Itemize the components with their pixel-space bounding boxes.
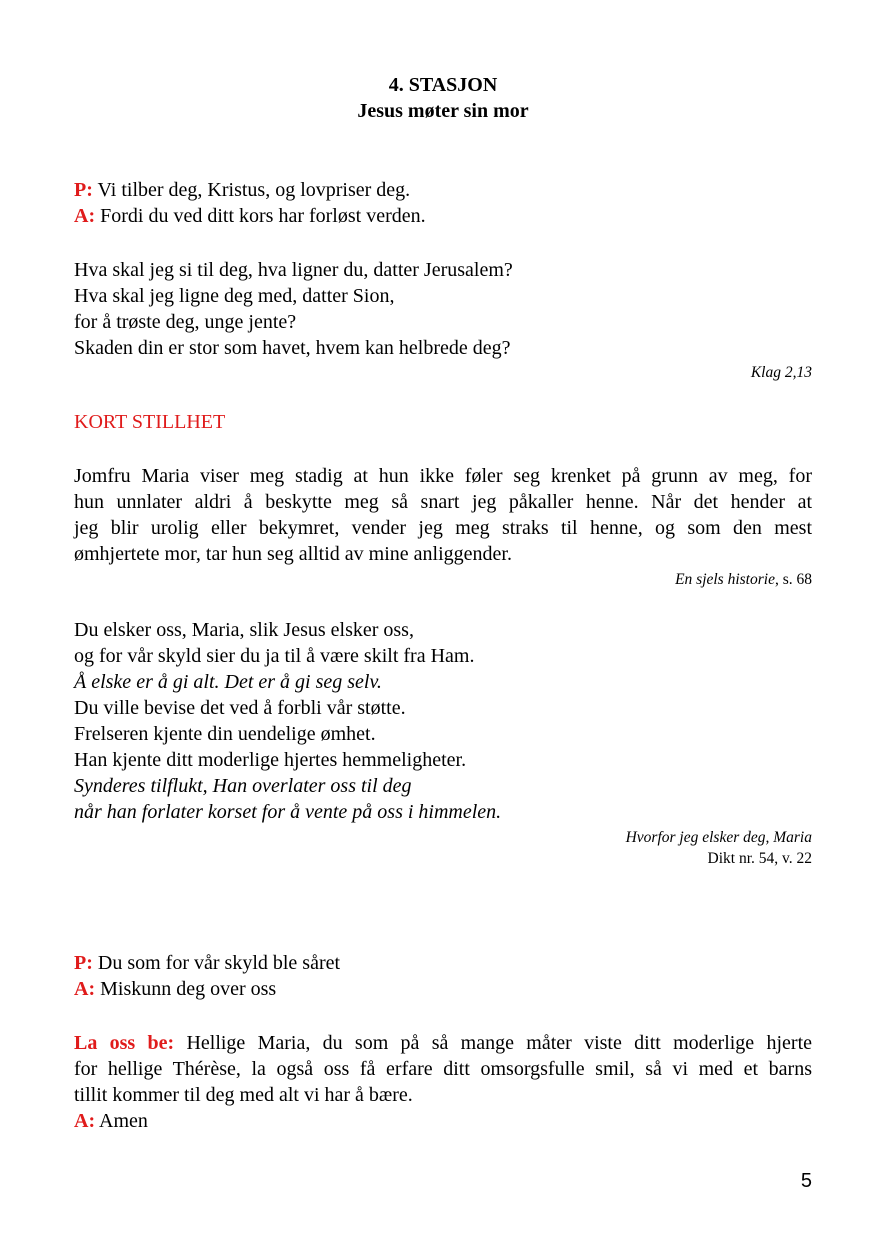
poem-source-detail: Dikt nr. 54, v. 22 (707, 850, 812, 867)
scripture-line: Hva skal jeg ligne deg med, datter Sion, (74, 285, 395, 307)
poem-source-title: Hvorfor jeg elsker deg, Maria (625, 829, 812, 846)
priest-text: Du som for vår skyld ble såret (92, 952, 341, 974)
amen-line (74, 1108, 148, 1134)
prayer-label: La oss be: (74, 1032, 175, 1054)
assembly-label: A: (74, 205, 96, 227)
reflection-source-title: En sjels historie (675, 571, 775, 588)
assembly-line (74, 976, 276, 1002)
page-number: 5 (800, 1170, 812, 1192)
poem-line: Han kjente ditt moderlige hjertes hemmeligheter. (74, 749, 467, 771)
poem-line: Synderes tilflukt, Han overlater oss til deg (74, 775, 412, 797)
poem-line: Frelseren kjente din uendelige ømhet. (74, 723, 376, 745)
priest-line (74, 950, 340, 976)
priest-text: Vi tilber deg, Kristus, og lovpriser deg. (92, 179, 411, 201)
reflection-line: ømhjertete mor, tar hun seg alltid av mine anliggender. (74, 543, 512, 565)
priest-line (74, 177, 410, 203)
scripture-reference: Klag 2,13 (750, 364, 812, 381)
poem-line: og for vår skyld sier du ja til å være skilt fra Ham. (74, 645, 475, 667)
poem-line: Du ville bevise det ved å forbli vår støtte. (74, 697, 406, 719)
station-subtitle: Jesus møter sin mor (357, 100, 529, 122)
prayer-line (74, 1030, 812, 1056)
scripture-line: Skaden din er stor som havet, hvem kan helbrede deg? (74, 337, 511, 359)
reflection-source (675, 570, 812, 590)
priest-label: P: (74, 179, 93, 201)
assembly-label: A: (74, 978, 96, 1000)
scripture-line: Hva skal jeg si til deg, hva ligner du, datter Jerusalem? (74, 259, 513, 281)
reflection-line: jeg blir urolig eller bekymret, vender jeg meg straks til henne, og som den mest (74, 517, 812, 539)
station-title: 4. STASJON (388, 74, 498, 96)
prayer-line: for hellige Thérèse, la også oss få erfare ditt omsorgsfulle smil, så vi med et barns (74, 1058, 812, 1080)
reflection-source-page: , s. 68 (774, 571, 812, 588)
priest-label: P: (74, 952, 93, 974)
reflection-line: Jomfru Maria viser meg stadig at hun ikke føler seg krenket på grunn av meg, for (74, 465, 812, 487)
poem-line: Du elsker oss, Maria, slik Jesus elsker oss, (74, 619, 414, 641)
amen-text: Amen (95, 1110, 148, 1132)
poem-line: Å elske er å gi alt. Det er å gi seg selv. (74, 671, 382, 693)
amen-label: A: (74, 1110, 96, 1132)
prayer-line: tillit kommer til deg med alt vi har å bære. (74, 1084, 413, 1106)
silence-heading: KORT STILLHET (74, 411, 226, 433)
reflection-line: hun unnlater aldri å beskytte meg så snart jeg påkaller henne. Når det hender at (74, 491, 812, 513)
assembly-line (74, 203, 426, 229)
assembly-text: Fordi du ved ditt kors har forløst verden. (95, 205, 426, 227)
prayer-text: Hellige Maria, du som på så mange måter viste ditt moderlige hjerte (174, 1032, 813, 1054)
poem-line: når han forlater korset for å vente på oss i himmelen. (74, 801, 502, 823)
scripture-line: for å trøste deg, unge jente? (74, 311, 297, 333)
assembly-text: Miskunn deg over oss (95, 978, 277, 1000)
